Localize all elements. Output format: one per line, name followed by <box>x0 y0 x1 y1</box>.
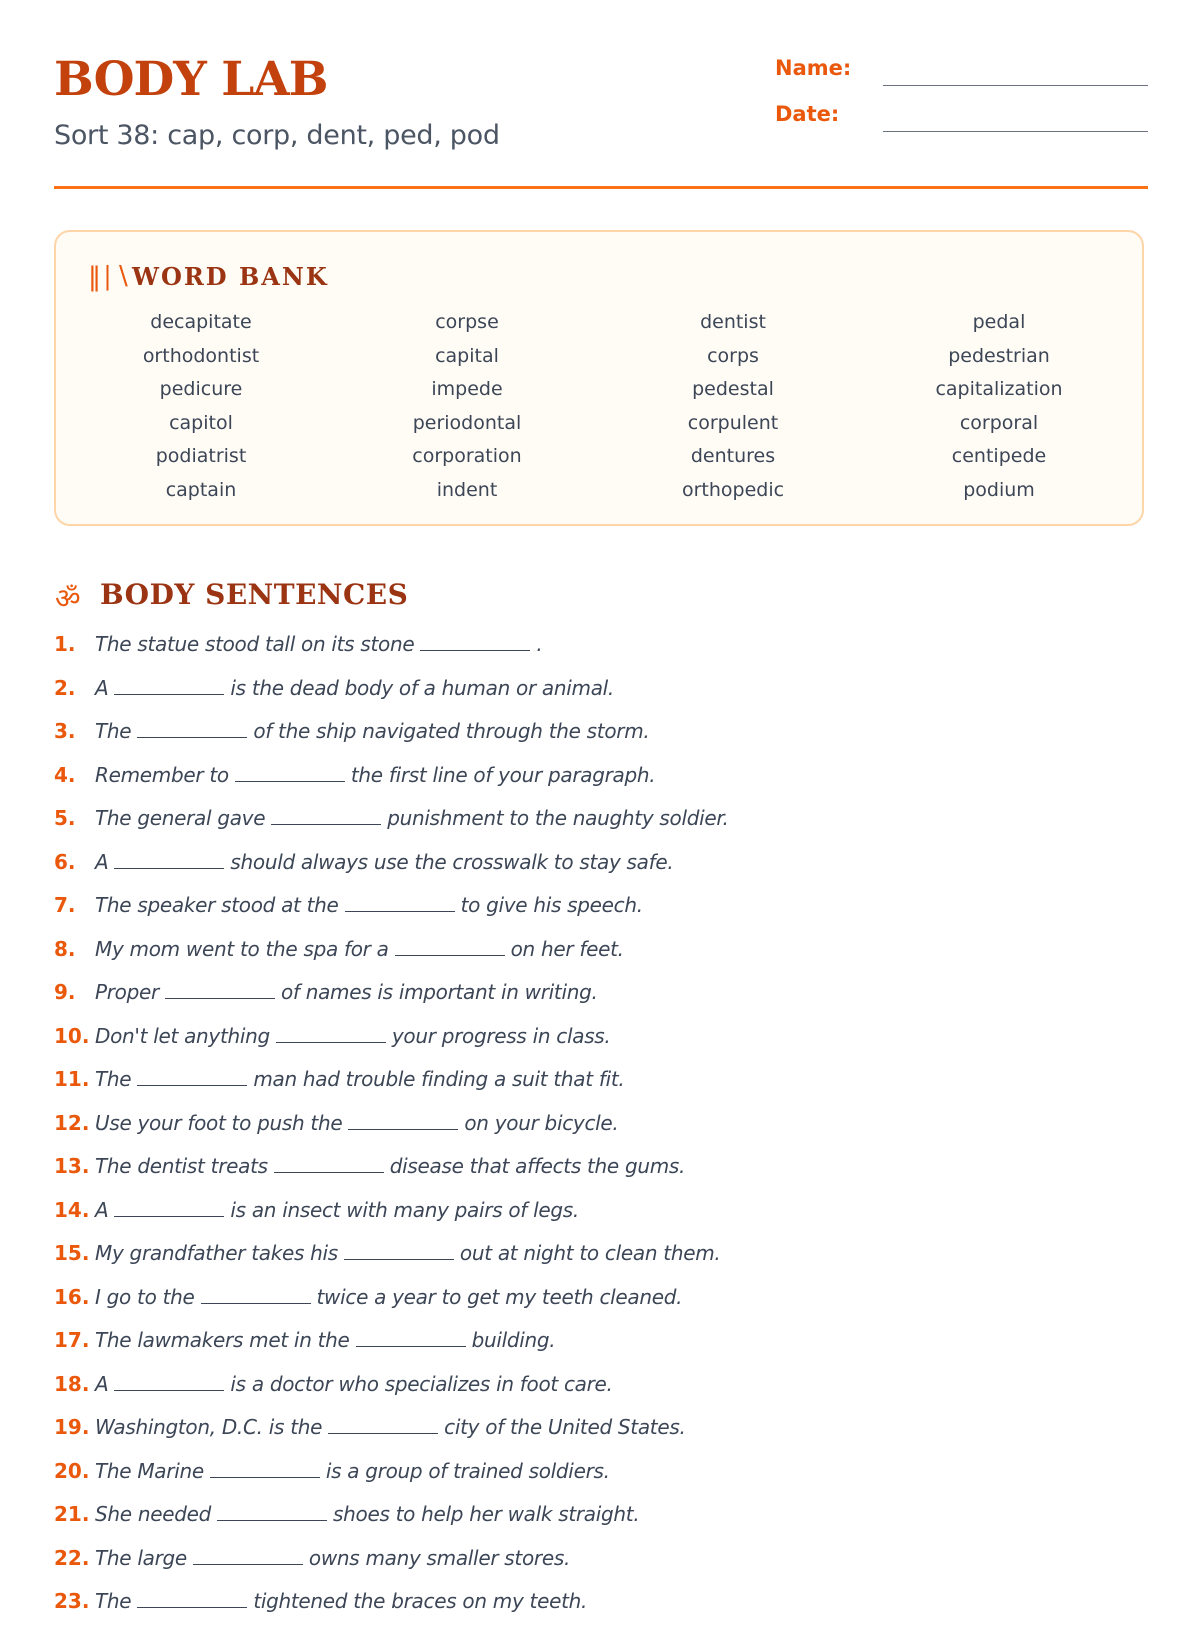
answer-blank[interactable] <box>137 1084 247 1086</box>
sentence-text-before: The <box>95 1589 132 1613</box>
word-bank-word: pedestal <box>692 378 774 400</box>
sentence-text-after: man had trouble finding a suit that fit. <box>253 1067 625 1091</box>
sentence-text <box>95 850 673 874</box>
sentence-text-before: A <box>95 849 109 874</box>
sentence-number: 5. <box>54 806 76 830</box>
sentence-item <box>54 1111 1148 1155</box>
name-field-line[interactable] <box>883 85 1148 86</box>
word-bank-word: pedestrian <box>948 344 1050 367</box>
sentence-number: 11. <box>54 1067 90 1091</box>
sentence-number: 16. <box>54 1284 90 1309</box>
word-bank-word: centipede <box>951 445 1047 467</box>
word-bank-word: corpse <box>435 311 499 333</box>
sentence-number: 15. <box>54 1241 90 1265</box>
word-bank-panel <box>54 230 1144 526</box>
sentence-item <box>54 850 1148 894</box>
sentence-item <box>54 806 1148 850</box>
sentence-item <box>54 1459 1148 1503</box>
sentence-text <box>95 1415 686 1439</box>
date-label: Date: <box>775 102 840 126</box>
word-bank-word: orthopedic <box>681 478 785 501</box>
sentence-text <box>95 1241 720 1265</box>
sentence-text-before: Use your foot to push the <box>95 1110 343 1135</box>
sentence-text-before: Don't let anything <box>95 1023 270 1048</box>
word-bank-word: pedicure <box>159 378 243 400</box>
sentence-number: 10. <box>54 1023 90 1048</box>
sentence-text-before: My mom went to the spa for a <box>95 936 389 961</box>
sentence-text <box>95 1198 579 1222</box>
books-icon: ‖∣∖ <box>88 262 131 292</box>
sentence-text-before: The Marine <box>95 1458 204 1483</box>
sentence-text-after: shoes to help her walk straight. <box>333 1502 640 1526</box>
om-icon: ॐ <box>55 582 81 615</box>
word-bank-word: dentist <box>700 311 766 333</box>
word-bank-word: podiatrist <box>155 445 247 467</box>
sentence-text-after: disease that affects the gums. <box>389 1154 686 1178</box>
sentence-item <box>54 1198 1148 1242</box>
sentence-number: 12. <box>54 1110 90 1135</box>
sentence-number: 13. <box>54 1154 90 1178</box>
sentence-number: 22. <box>54 1545 90 1570</box>
sentence-item <box>54 980 1148 1024</box>
sentence-text-before: A <box>95 1371 109 1396</box>
sentence-text <box>95 1546 570 1570</box>
word-bank-word: corporation <box>412 445 522 467</box>
word-bank-word: corpulent <box>687 411 779 434</box>
sentence-text-after: tightened the braces on my teeth. <box>253 1589 588 1613</box>
sentence-text <box>95 1589 587 1613</box>
answer-blank[interactable] <box>328 1432 438 1434</box>
sentence-text-before: She needed <box>95 1502 212 1526</box>
answer-blank[interactable] <box>114 867 224 869</box>
sentence-number: 4. <box>54 762 76 787</box>
sentence-text-after: of names is important in writing. <box>280 980 598 1004</box>
sentence-number: 18. <box>54 1371 90 1396</box>
sentence-text-after: building. <box>471 1328 556 1352</box>
sentence-number: 17. <box>54 1328 90 1352</box>
sentence-text-before: The lawmakers met in the <box>95 1328 350 1352</box>
sentence-item <box>54 1502 1148 1546</box>
word-bank-word: indent <box>436 478 498 501</box>
sentence-list <box>54 632 1148 1633</box>
sentence-text <box>95 676 614 700</box>
sentence-text-after: on your bicycle. <box>464 1110 619 1135</box>
sentence-text <box>95 1459 610 1483</box>
sentence-number: 8. <box>54 936 76 961</box>
sentence-text-after: twice a year to get my teeth cleaned. <box>316 1284 683 1309</box>
sentence-item <box>54 719 1148 763</box>
sentence-item <box>54 1546 1148 1590</box>
sentence-text-before: The <box>95 719 132 743</box>
sentence-item <box>54 893 1148 937</box>
sentence-text <box>95 719 649 743</box>
sentence-number: 2. <box>54 675 76 700</box>
sentence-text-after: is a group of trained soldiers. <box>325 1458 610 1483</box>
sentence-text <box>95 632 542 656</box>
sentence-text-after: the first line of your paragraph. <box>350 762 656 787</box>
sentence-text-after: . <box>536 632 543 656</box>
answer-blank[interactable] <box>348 1128 458 1130</box>
sentence-text-after: on her feet. <box>510 936 624 961</box>
sentence-item <box>54 1241 1148 1285</box>
sentence-item <box>54 1415 1148 1459</box>
sentence-number: 1. <box>54 632 76 656</box>
sentence-number: 7. <box>54 893 76 917</box>
sentence-number: 9. <box>54 980 76 1004</box>
sentence-text-before: Washington, D.C. is the <box>95 1415 323 1439</box>
sentence-number: 6. <box>54 849 76 874</box>
sentence-text-after: owns many smaller stores. <box>308 1545 571 1570</box>
sentence-text <box>95 1111 618 1135</box>
sentences-section-title: BODY SENTENCES <box>100 578 409 611</box>
sentence-text-after: city of the United States. <box>444 1415 686 1439</box>
sentence-text <box>95 1502 639 1526</box>
sentence-item <box>54 1285 1148 1329</box>
sentence-number: 3. <box>54 719 76 743</box>
answer-blank[interactable] <box>114 1389 224 1391</box>
sentence-text <box>95 1154 685 1178</box>
sentence-item <box>54 763 1148 807</box>
worksheet-title: BODY LAB <box>54 52 328 107</box>
sentence-text-before: The general gave <box>95 806 266 830</box>
sentence-text-before: My grandfather takes his <box>95 1241 338 1265</box>
answer-blank[interactable] <box>274 1171 384 1173</box>
sentence-text <box>95 893 643 917</box>
word-bank-word: captain <box>165 478 237 501</box>
sentence-number: 23. <box>54 1589 90 1613</box>
answer-blank[interactable] <box>345 910 455 912</box>
answer-blank[interactable] <box>201 1302 311 1304</box>
answer-blank[interactable] <box>137 1606 247 1608</box>
answer-blank[interactable] <box>344 1258 454 1260</box>
sentence-text <box>95 1372 613 1396</box>
sentence-text-before: Proper <box>95 980 159 1004</box>
word-bank-word: orthodontist <box>142 344 260 367</box>
name-label: Name: <box>775 56 852 80</box>
sentence-text <box>95 1328 555 1352</box>
sentence-text-before: A <box>95 675 109 700</box>
sentence-text <box>95 1285 682 1309</box>
sentence-text <box>95 763 655 787</box>
sentence-text-after: out at night to clean them. <box>459 1241 721 1265</box>
word-bank-word: decapitate <box>150 311 252 333</box>
date-field-line[interactable] <box>883 131 1148 132</box>
word-bank-word: dentures <box>690 445 776 467</box>
answer-blank[interactable] <box>271 823 381 825</box>
answer-blank[interactable] <box>114 693 224 695</box>
sentence-text-after: is the dead body of a human or animal. <box>230 675 614 700</box>
sentence-text-before: The large <box>95 1545 187 1570</box>
sentence-text-after: is an insect with many pairs of legs. <box>230 1197 579 1222</box>
sentence-text-after: to give his speech. <box>460 893 643 917</box>
word-bank-word: capitalization <box>935 378 1063 400</box>
sentence-text-after: your progress in class. <box>391 1023 611 1048</box>
answer-blank[interactable] <box>235 780 345 782</box>
sentence-text-after: should always use the crosswalk to stay safe. <box>230 849 674 874</box>
sentence-number: 14. <box>54 1197 90 1222</box>
sentence-item <box>54 1024 1148 1068</box>
answer-blank[interactable] <box>165 997 275 999</box>
worksheet-subtitle: Sort 38: cap, corp, dent, ped, pod <box>54 120 500 151</box>
word-bank-word: pedal <box>972 311 1026 333</box>
header-divider <box>54 186 1148 189</box>
sentence-text-before: I go to the <box>95 1284 195 1309</box>
sentence-text <box>95 1024 611 1048</box>
sentence-item <box>54 632 1148 676</box>
sentence-text <box>95 937 624 961</box>
word-bank-word: periodontal <box>412 411 522 434</box>
sentence-number: 19. <box>54 1415 90 1439</box>
answer-blank[interactable] <box>137 736 247 738</box>
sentence-text-after: punishment to the naughty soldier. <box>387 806 729 830</box>
word-bank-grid <box>68 306 1132 507</box>
answer-blank[interactable] <box>114 1215 224 1217</box>
word-bank-word: capitol <box>169 411 233 434</box>
answer-blank[interactable] <box>356 1345 466 1347</box>
word-bank-word: corporal <box>959 411 1039 434</box>
answer-blank[interactable] <box>276 1041 386 1043</box>
answer-blank[interactable] <box>420 649 530 651</box>
word-bank-word: corps <box>707 344 759 367</box>
sentence-text <box>95 806 729 830</box>
sentence-text-before: A <box>95 1197 109 1222</box>
word-bank-word: capital <box>435 344 499 367</box>
sentence-item <box>54 1328 1148 1372</box>
sentence-text-before: Remember to <box>95 762 229 787</box>
sentence-number: 21. <box>54 1502 90 1526</box>
sentence-item <box>54 676 1148 720</box>
word-bank-word: impede <box>431 378 503 400</box>
sentence-number: 20. <box>54 1458 90 1483</box>
sentence-text-before: The dentist treats <box>95 1154 268 1178</box>
sentence-item <box>54 1589 1148 1633</box>
sentence-item <box>54 1154 1148 1198</box>
answer-blank[interactable] <box>395 954 505 956</box>
sentence-text-after: of the ship navigated through the storm. <box>253 719 650 743</box>
sentence-item <box>54 1372 1148 1416</box>
sentence-text-before: The <box>95 1067 132 1091</box>
sentence-text-after: is a doctor who specializes in foot care. <box>230 1371 613 1396</box>
sentence-text-before: The statue stood tall on its stone <box>95 632 415 656</box>
word-bank-word: podium <box>963 478 1035 501</box>
sentence-text <box>95 980 598 1004</box>
answer-blank[interactable] <box>193 1563 303 1565</box>
answer-blank[interactable] <box>210 1476 320 1478</box>
sentence-text-before: The speaker stood at the <box>95 893 339 917</box>
word-bank-title: WORD BANK <box>132 262 329 291</box>
answer-blank[interactable] <box>217 1519 327 1521</box>
sentence-item <box>54 1067 1148 1111</box>
sentence-item <box>54 937 1148 981</box>
sentence-text <box>95 1067 624 1091</box>
